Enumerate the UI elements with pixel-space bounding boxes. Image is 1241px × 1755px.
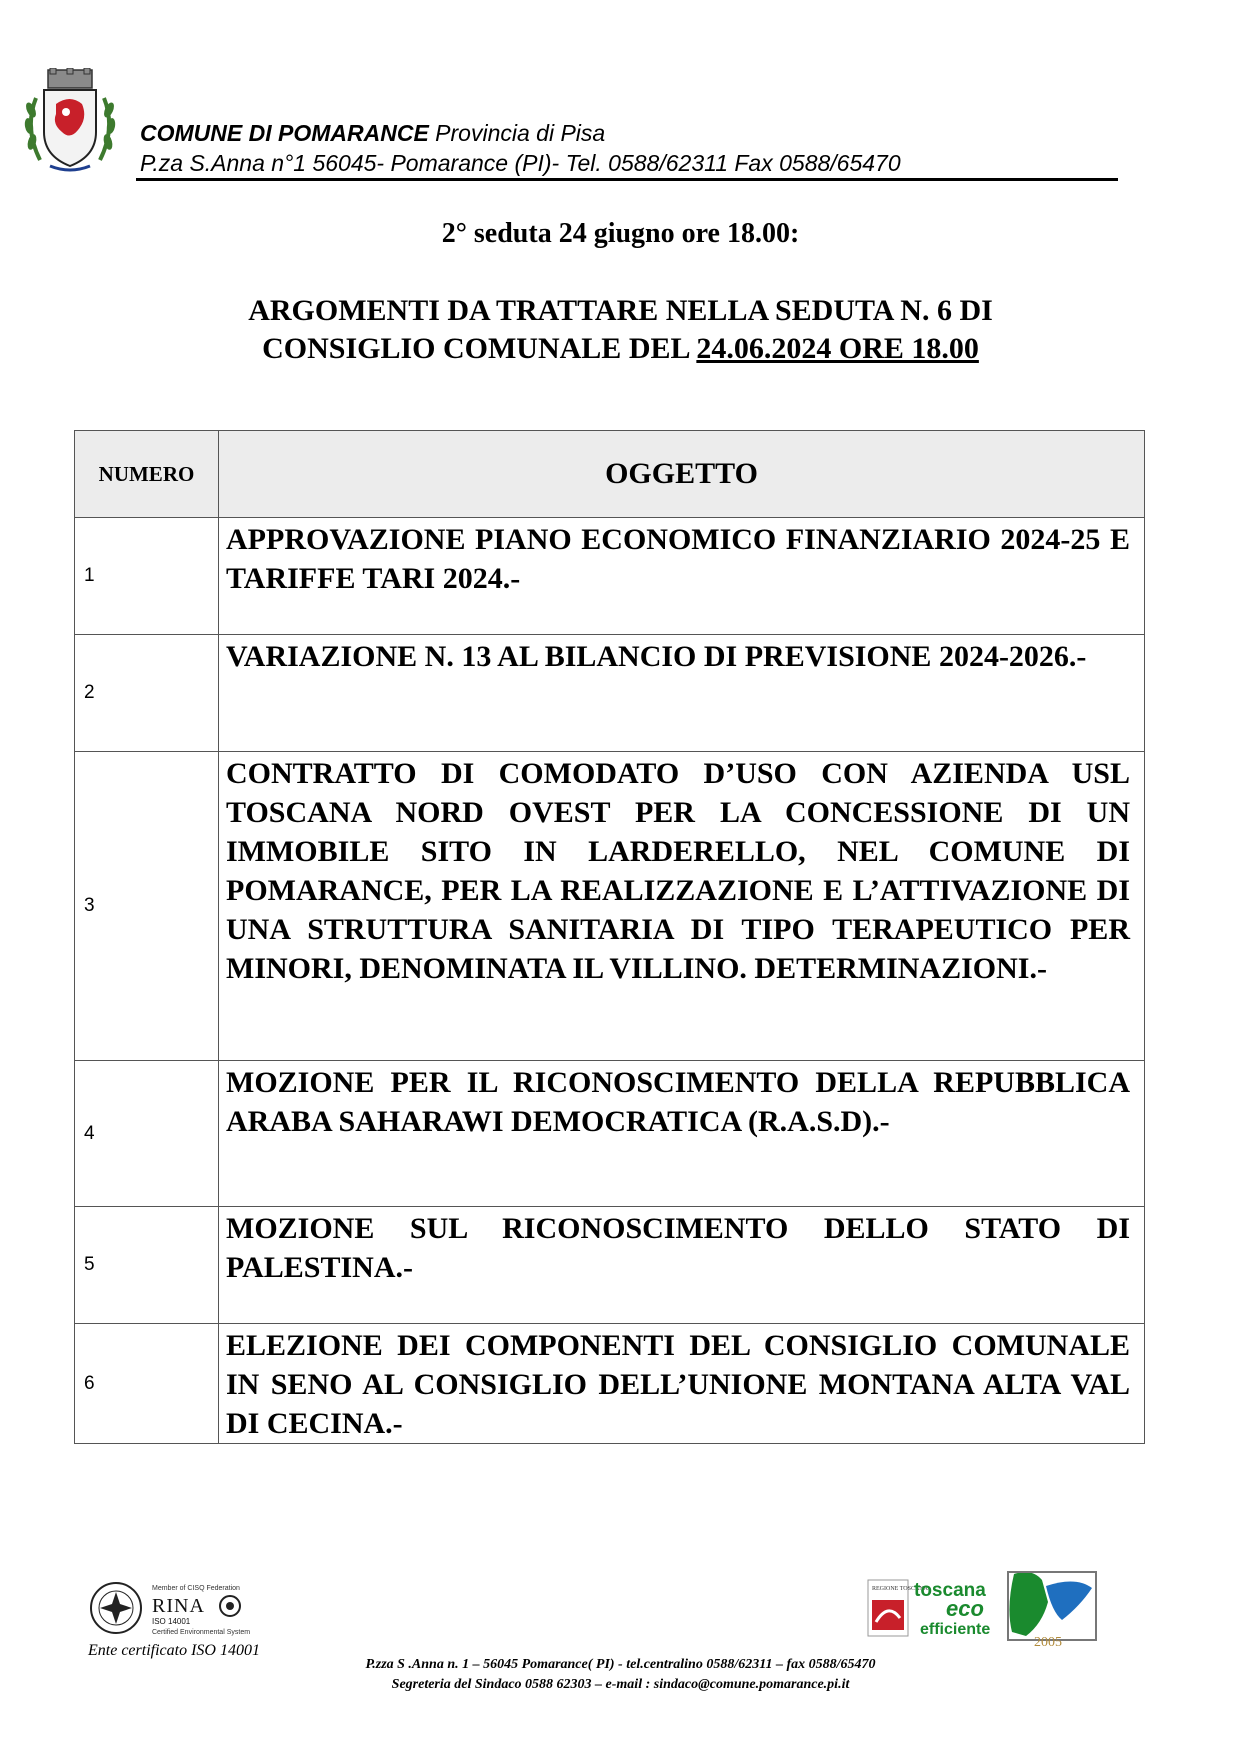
eco-word-toscana: toscana (914, 1580, 986, 1601)
certification-note: Ente certificato ISO 14001 (88, 1642, 260, 1659)
eco-word-eco: eco (946, 1596, 984, 1621)
table-row (75, 1061, 1145, 1207)
title-date-underlined: 24.06.2024 ORE 18.00 (696, 332, 979, 365)
row-subject: MOZIONE SUL RICONOSCIMENTO DELLO STATO DI PALESTINA.- (219, 1207, 1145, 1324)
toscana-eco-efficiente-logo (866, 1566, 1098, 1648)
row-subject: VARIAZIONE N. 13 AL BILANCIO DI PREVISIONE 2024-2026.- (219, 635, 1145, 752)
rina-certification-logo (88, 1578, 264, 1638)
organization-name (140, 120, 605, 147)
rina-member-text: Member of CISQ Federation (152, 1585, 240, 1592)
row-subject: CONTRATTO DI COMODATO D’USO CON AZIENDA USL TOSCANA NORD OVEST PER LA CONCESSIONE DI UN IMMOBILE SITO IN LARDERELLO, NEL COMUNE DI POMARANCE, PER LA REALIZZAZIONE E L’ATTIVAZIONE DI UNA STRUTTURA SANITARIA DI TIPO TERAPEUTICO PER MINORI, DENOMINATA IL VILLINO. DETERMINAZIONI.- (219, 752, 1145, 1061)
page-title (0, 292, 1241, 368)
session-line: 2° seduta 24 giugno ore 18.00: (441, 218, 800, 249)
table-header-row (75, 431, 1145, 518)
footer-contact-line: Segreteria del Sindaco 0588 62303 – e-mail : sindaco@comune.pomarance.pi.it (391, 1677, 850, 1692)
table-row (75, 635, 1145, 752)
title-line-2-prefix: CONSIGLIO COMUNALE DEL (262, 332, 697, 365)
rina-cert-text: Certified Environmental System (152, 1629, 251, 1636)
rina-name-text: RINA (152, 1595, 205, 1617)
row-number: 2 (75, 635, 219, 752)
row-number: 4 (75, 1061, 219, 1207)
rina-iso-text: ISO 14001 (152, 1617, 191, 1626)
table-row (75, 1207, 1145, 1324)
province-text: Provincia di Pisa (428, 120, 606, 146)
row-number: 6 (75, 1324, 219, 1444)
row-subject: APPROVAZIONE PIANO ECONOMICO FINANZIARIO 2024-25 E TARIFFE TARI 2024.- (219, 518, 1145, 635)
eco-region-text: REGIONE TOSCANA (872, 1586, 928, 1592)
row-number: 5 (75, 1207, 219, 1324)
table-row (75, 518, 1145, 635)
row-number: 3 (75, 752, 219, 1061)
row-subject: ELEZIONE DEI COMPONENTI DEL CONSIGLIO COMUNALE IN SENO AL CONSIGLIO DELL’UNIONE MONTANA ALTA VAL DI CECINA.- (219, 1324, 1145, 1444)
table-row (75, 1324, 1145, 1444)
header-divider (136, 178, 1118, 181)
org-name-text: COMUNE DI POMARANCE (140, 120, 429, 146)
footer-address-line: P.zza S .Anna n. 1 – 56045 Pomarance( PI) - tel.centralino 0588/62311 – fax 0588/65470 (365, 1657, 876, 1672)
organization-address: P.za S.Anna n°1 56045- Pomarance (PI)- Tel. 0588/62311 Fax 0588/65470 (140, 150, 901, 176)
row-number: 1 (75, 518, 219, 635)
table-row (75, 752, 1145, 1061)
agenda-table (74, 430, 1145, 1444)
municipal-crest-logo (22, 68, 118, 176)
eco-word-efficiente: efficiente (920, 1621, 991, 1638)
row-subject: MOZIONE PER IL RICONOSCIMENTO DELLA REPUBBLICA ARABA SAHARAWI DEMOCRATICA (R.A.S.D).- (219, 1061, 1145, 1207)
column-header-number: NUMERO (75, 431, 219, 518)
column-header-subject: OGGETTO (219, 431, 1145, 518)
title-line-2 (0, 330, 1241, 368)
eco-year-text: 2005 (1034, 1635, 1062, 1648)
title-line-1: ARGOMENTI DA TRATTARE NELLA SEDUTA N. 6 DI (248, 294, 993, 327)
